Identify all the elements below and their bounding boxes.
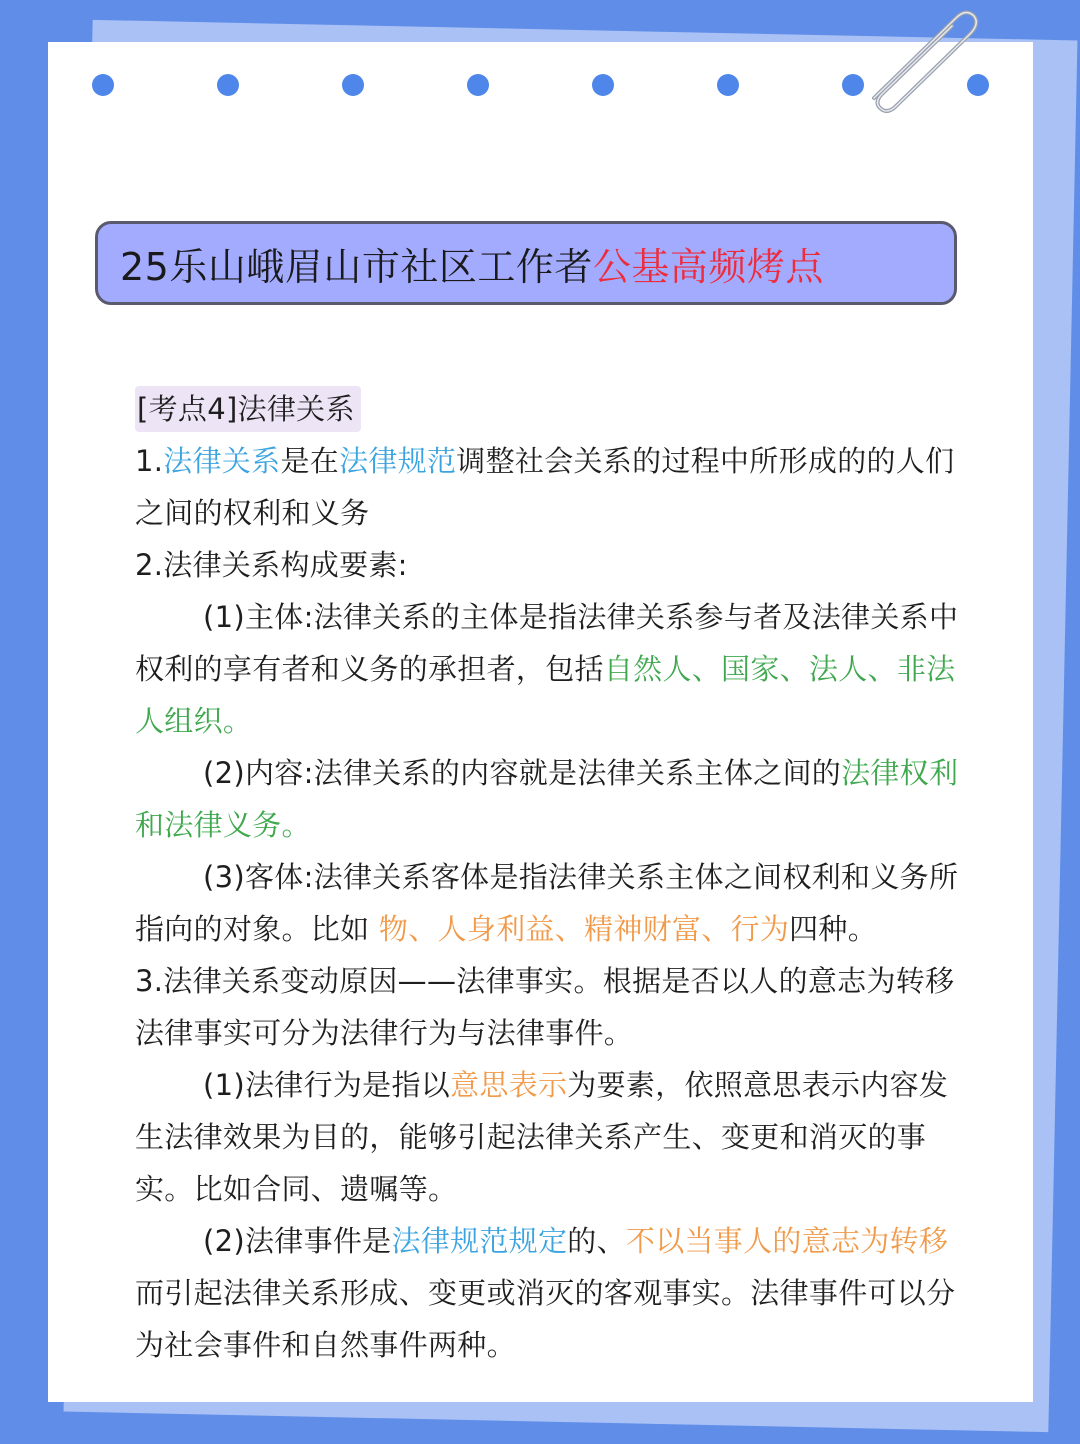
text: (1)法律行为是指以: [203, 1068, 451, 1102]
text: 1.: [135, 444, 164, 478]
binder-hole: [217, 74, 239, 96]
text: 是在: [280, 444, 340, 478]
binder-hole: [467, 74, 489, 96]
paperclip-icon: [860, 2, 980, 114]
highlight-orange: 意思表示: [450, 1068, 568, 1102]
article-body: [135, 383, 965, 1371]
paragraph-2: 2.法律关系构成要素:: [135, 548, 408, 582]
paragraph-3: 3.法律关系变动原因——法律事实。根据是否以人的意志为转移法律事实可分为法律行为与法律事件。: [135, 964, 955, 1050]
text: 四种。: [789, 912, 878, 946]
highlight-green: 法律权利和法律义务。: [135, 756, 959, 842]
section-tag: [考点4]法律关系: [135, 386, 361, 432]
paragraph-2-subject: [135, 591, 965, 747]
text: (1)主体:法律关系的主体是指法律关系参与者及法律关系中权利的享有者和义务的承担者，包括: [135, 600, 959, 686]
paragraph-1: [135, 435, 965, 539]
highlight-orange: 不以当事人的意志为转移: [625, 1224, 949, 1258]
binder-hole: [592, 74, 614, 96]
binder-hole: [342, 74, 364, 96]
binder-hole: [717, 74, 739, 96]
paragraph-3-act: [135, 1059, 965, 1215]
highlight-blue: 法律规范: [339, 444, 457, 478]
text: (2)内容:法律关系的内容就是法律关系主体之间的: [203, 756, 842, 790]
highlight-blue: 法律关系: [163, 444, 281, 478]
title-highlight: 公基高频烤点: [592, 244, 824, 289]
highlight-orange: 物、人身利益、精神财富、行为: [378, 912, 790, 946]
highlight-green: 自然人、国家、法人、非法人组织。: [135, 652, 956, 738]
title-main: 25乐山峨眉山市社区工作者: [120, 244, 593, 289]
text: 的、: [567, 1224, 626, 1258]
paragraph-2-object: [135, 851, 965, 955]
text: (2)法律事件是: [203, 1224, 392, 1258]
page-title: [95, 221, 957, 305]
text: 为要素，依照意思表示内容发生法律效果为目的，能够引起法律关系产生、变更和消灭的事实。比如合同、遗嘱等。: [135, 1068, 949, 1206]
paragraph-3-event: [135, 1215, 965, 1371]
paragraph-2-content: [135, 747, 965, 851]
text: 调整社会关系的过程中所形成的的人们之间的权利和义务: [135, 444, 955, 530]
binder-hole: [92, 74, 114, 96]
text: 而引起法律关系形成、变更或消灭的客观事实。法律事件可以分为社会事件和自然事件两种。: [135, 1276, 956, 1362]
text: (3)客体:法律关系客体是指法律关系主体之间权利和义务所指向的对象。比如: [135, 860, 959, 946]
highlight-blue: 法律规范规定: [391, 1224, 568, 1258]
